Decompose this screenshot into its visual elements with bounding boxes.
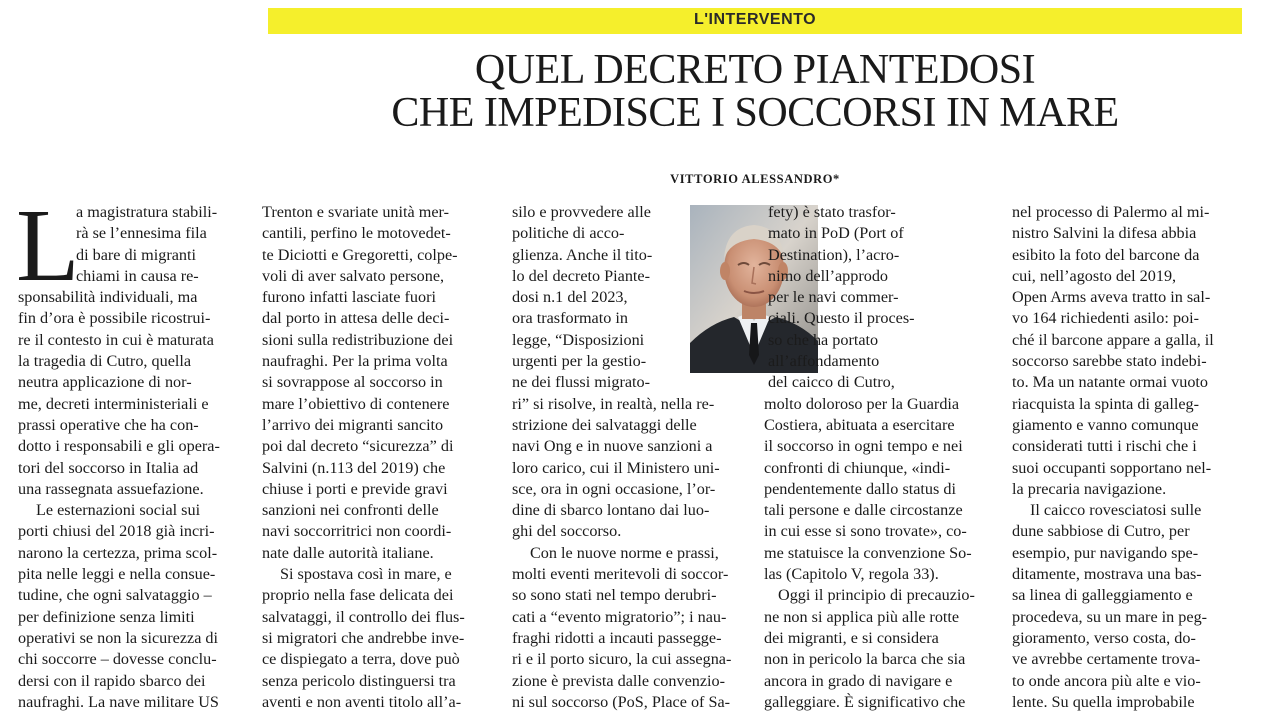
article-line: so sono stati nel tempo derubri- (512, 586, 717, 605)
article-line: ancora in grado di navigare e (764, 671, 953, 690)
article-line: tali persone e dalle circostanze (764, 501, 963, 520)
article-line: ve avrebbe certamente trova- (1012, 650, 1201, 669)
article-line: silo e provvedere alle (512, 203, 651, 221)
article-line: glienza. Anche il tito- (512, 245, 653, 264)
article-line: esibito la foto del barcone da (1012, 245, 1200, 264)
article-line: vo 164 richiedenti asilo: poi- (1012, 309, 1200, 328)
article-line: nel processo di Palermo al mi- (1012, 203, 1210, 221)
article-column-1 (16, 188, 250, 713)
article-line: furono infatti lasciate fuori (262, 288, 436, 307)
article-line: me statuisce la convenzione So- (764, 543, 972, 562)
article-line: in cui esse si sono trovate», co- (764, 522, 967, 541)
article-line: ghi del soccorso. (512, 522, 622, 541)
article-line: pita nelle leggi e nella consue- (18, 565, 216, 584)
section-kicker-bar (268, 8, 1242, 34)
author-byline: VITTORIO ALESSANDRO* (670, 172, 840, 186)
article-line: re il contesto in cui è maturata (18, 330, 214, 349)
article-line: tori del soccorso in Italia ad (18, 458, 199, 477)
article-line: l’arrivo dei migranti sancito (262, 415, 444, 434)
article-line: Open Arms aveva tratto in sal- (1012, 288, 1211, 307)
article-line: soccorso sarebbe stato indebi- (1012, 352, 1207, 371)
article-line: per le navi commer- (768, 288, 899, 307)
article-line: gioramento, verso costa, do- (1012, 628, 1196, 647)
article-line: strizione dei salvataggi delle (512, 415, 697, 434)
article-line: del caicco di Cutro, (768, 373, 895, 392)
article-line: a magistratura stabili- (76, 203, 218, 221)
article-line: so che ha portato (768, 330, 879, 349)
article-line: ri e il porto sicuro, la cui assegna- (512, 650, 732, 669)
article-line: to. Ma un natante ormai vuoto (1012, 373, 1209, 392)
article-line: loro carico, cui il Ministero uni- (512, 458, 720, 477)
article-column-4 (764, 202, 1000, 713)
article-line: operativi se non la sicurezza di (18, 628, 219, 647)
article-line: il soccorso in ogni tempo e nei (764, 437, 963, 456)
article-line: la tragedia di Cutro, quella (18, 352, 192, 371)
article-line: Il caicco rovesciatosi sulle (1030, 501, 1202, 520)
article-line: Si spostava così in mare, e (280, 565, 452, 584)
article-line: chi soccorre – dovesse conclu- (18, 650, 217, 669)
article-line: molti eventi meritevoli di soccor- (512, 565, 729, 584)
article-line: giamento e vanno comunque (1012, 415, 1199, 434)
article-line: legge, “Disposizioni (512, 330, 645, 349)
article-line: dune sabbiose di Cutro, per (1012, 522, 1190, 541)
article-line: ditamente, mostrava una bas- (1012, 565, 1202, 584)
article-line: senza pericolo distinguersi tra (262, 671, 456, 690)
article-line: fraghi ridotti a incauti passegge- (512, 628, 722, 647)
article-line: politiche di acco- (512, 224, 625, 243)
article-line: to onde ancora più alte e vio- (1012, 671, 1201, 690)
article-line: aventi e non aventi titolo all’a- (262, 692, 462, 711)
article-line: fin d’ora è possibile ricostrui- (18, 309, 211, 328)
article-line: confronti di chiunque, «indi- (764, 458, 951, 477)
article-line: una rassegnata assuefazione. (18, 479, 204, 498)
article-line: salvataggi, il controllo dei flus- (262, 607, 465, 626)
article-line: Oggi il principio di precauzio- (778, 586, 975, 605)
article-line: lo del decreto Piante- (512, 266, 650, 285)
article-line: neutra applicazione di nor- (18, 373, 192, 392)
article-line: navi Ong e in nuove sanzioni a (512, 437, 713, 456)
article-line: di bare di migranti (76, 245, 197, 264)
article-line: ne dei flussi migrato- (512, 373, 651, 392)
article-line: Destination), l’acro- (768, 245, 900, 264)
article-line: galleggiare. È significativo che (764, 692, 966, 711)
article-line: dotto i responsabili e gli opera- (18, 437, 220, 456)
article-line: porti chiusi del 2018 già incri- (18, 522, 215, 541)
article-line: ché il barcone appare a galla, il (1012, 330, 1214, 349)
article-line: Le esternazioni social sui (36, 501, 201, 520)
article-line: fety) è stato trasfor- (768, 203, 896, 221)
article-line: cantili, perfino le motovedet- (262, 224, 451, 243)
article-line: dal porto in attesa delle deci- (262, 309, 450, 328)
article-line: considerati tutti i rischi che i (1012, 437, 1197, 456)
article-line: las (Capitolo V, regola 33). (764, 565, 939, 584)
section-kicker: L'INTERVENTO (693, 11, 817, 28)
article-line: si migratori che andrebbe inve- (262, 628, 465, 647)
article-line: nistro Salvini la difesa abbia (1012, 224, 1197, 243)
article-line: si sovrappose al soccorso in (262, 373, 443, 392)
article-line: suoi occupanti sopportano nel- (1012, 458, 1212, 477)
article-line: me, decreti interministeriali e (18, 394, 209, 413)
article-line: cati a “evento migratorio”; i nau- (512, 607, 727, 626)
article-line: riacquista la spinta di galleg- (1012, 394, 1199, 413)
article-line: mare l’obiettivo di contenere (262, 394, 450, 413)
article-column-5 (1012, 202, 1248, 713)
article-line: dine di sbarco lontano dai luo- (512, 501, 710, 520)
article-line: nate dalle autorità italiane. (262, 543, 434, 562)
article-line: tudine, che ogni salvataggio – (18, 586, 212, 605)
article-line: sioni sulla redistribuzione dei (262, 330, 454, 349)
headline-line-2: CHE IMPEDISCE I SOCCORSI IN MARE (391, 90, 1119, 136)
article-line: molto doloroso per la Guardia (764, 394, 960, 413)
article-line: dosi n.1 del 2023, (512, 288, 628, 307)
article-line: pendentemente dallo status di (764, 479, 956, 498)
article-line: Trenton e svariate unità mer- (262, 203, 449, 221)
article-line: chiami in causa re- (76, 266, 199, 285)
article-line: naufraghi. Per la prima volta (262, 352, 448, 371)
article-line: nimo dell’approdo (768, 266, 889, 285)
article-line: Costiera, abituata a esercitare (764, 415, 955, 434)
article-line: per definizione senza limiti (18, 607, 195, 626)
article-line: la precaria navigazione. (1012, 479, 1167, 498)
article-line: te Diciotti e Gregoretti, colpe- (262, 245, 458, 264)
article-line: cui, nell’agosto del 2019, (1012, 266, 1177, 285)
article-line: naufraghi. La nave militare US (18, 692, 219, 711)
article-line: procedeva, su un mare in peg- (1012, 607, 1208, 626)
article-line: ri” si risolve, in realtà, nella re- (512, 394, 715, 413)
article-line: navi soccorritrici non coordi- (262, 522, 452, 541)
article-line: sanzioni nei confronti delle (262, 501, 439, 520)
article-line: sce, ora in ogni occasione, l’or- (512, 479, 716, 498)
article-line: dersi con il rapido sbarco dei (18, 671, 206, 690)
article-line: sponsabilità individuali, ma (18, 288, 198, 307)
article-column-3 (512, 202, 748, 713)
article-line: ce dispiegato a terra, dove può (262, 650, 460, 669)
headline-line-1: QUEL DECRETO PIANTEDOSI (474, 47, 1036, 93)
article-column-2 (262, 202, 498, 713)
article-line: zione è prevista dalle convenzio- (512, 671, 726, 690)
article-line: ciali. Questo il proces- (768, 309, 915, 328)
article-line: voli di aver salvato persone, (262, 266, 445, 285)
article-line: ne non si applica più alle rotte (764, 607, 960, 626)
article-line: proprio nella fase delicata dei (262, 586, 454, 605)
article-line: non in pericolo la barca che sia (764, 650, 966, 669)
article-line: esempio, pur navigando spe- (1012, 543, 1199, 562)
article-line: all’affondamento (768, 352, 880, 371)
article-line: urgenti per la gestio- (512, 352, 647, 371)
article-line: poi dal decreto “sicurezza” di (262, 437, 454, 456)
article-line: mato in PoD (Port of (768, 224, 904, 243)
drop-cap: L (16, 188, 80, 303)
article-line: prassi operative che ha con- (18, 415, 199, 434)
article-line: sa linea di galleggiamento e (1012, 586, 1193, 605)
article-line: dei migranti, e si considera (764, 628, 939, 647)
article-line: lente. Su quella improbabile (1012, 692, 1195, 711)
article-line: ni sul soccorso (PoS, Place of Sa- (512, 692, 731, 711)
article-line: rà se l’ennesima fila (76, 224, 207, 243)
article-line: Con le nuove norme e prassi, (530, 543, 719, 562)
article-line: ora trasformato in (512, 309, 628, 328)
article-line: Salvini (n.113 del 2019) che (262, 458, 446, 477)
article-line: chiuse i porti e previde gravi (262, 479, 448, 498)
article-line: narono la certezza, prima scol- (18, 543, 218, 562)
